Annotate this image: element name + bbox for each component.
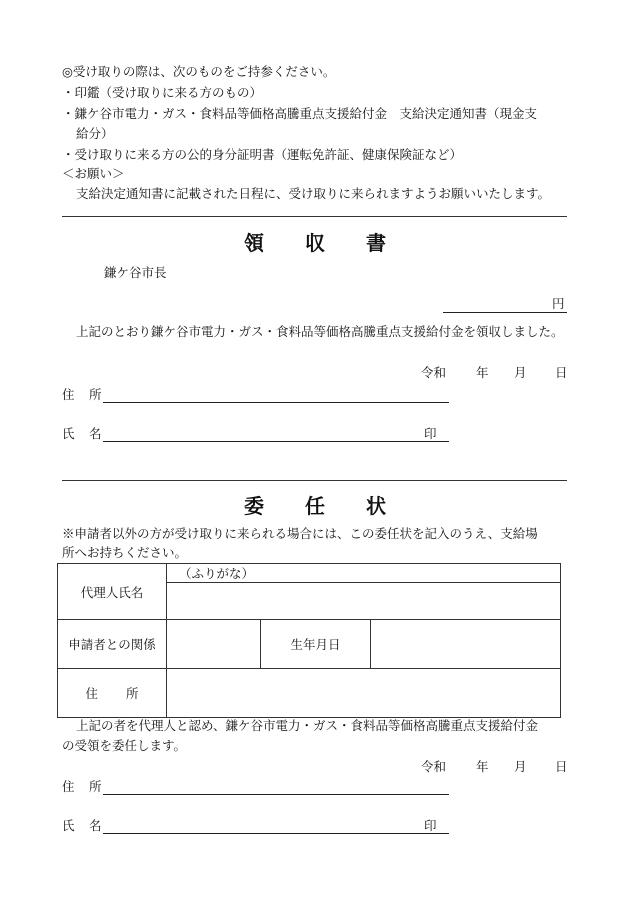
receipt-date-year: 年 [476,365,489,380]
proxy-note: ※申請者以外の方が受け取りに来られる場合には、この委任状を記入のうえ、支給場 [62,526,538,541]
receipt-date-month: 月 [514,365,527,380]
instructions-item-seal: ・印鑑（受け取りに来る方のもの） [62,85,263,100]
instructions-item-id: ・受け取りに来る方の公的身分証明書（運転免許証、健康保険証など） [62,147,463,162]
birthdate-label: 生年月日 [261,620,371,669]
proxy-name-label-2: 名 [89,818,102,833]
agent-address-label-1: 住 [85,686,98,701]
receipt-address-label-1: 住 [62,387,75,402]
instructions-heading: ◎受け取りの際は、次のものをご持参ください。 [62,64,336,79]
proxy-name-field[interactable] [103,819,449,834]
instructions-item-notice-cont: 給分） [76,126,114,141]
proxy-note-cont: 所へお持ちください。 [62,545,188,560]
proxy-statement-cont: の受領を委任します。 [62,738,187,753]
proxy-title-char-2: 任 [305,494,325,518]
agent-address-field[interactable] [167,669,561,718]
receipt-statement: 上記のとおり鎌ケ谷市電力・ガス・食料品等価格高騰重点支援給付金を領収しました。 [76,324,564,339]
divider [62,216,567,217]
receipt-name-field[interactable] [103,427,449,442]
proxy-address-field[interactable] [103,780,449,795]
receipt-date-day: 日 [555,365,568,380]
proxy-address-label-2: 所 [89,779,102,794]
receipt-addressee: 鎌ケ谷市長 [104,265,167,280]
proxy-date-year: 年 [476,759,489,774]
proxy-date-month: 月 [514,759,527,774]
request-heading: ＜お願い＞ [62,166,125,181]
receipt-title-char-3: 書 [366,231,386,255]
receipt-address-field[interactable] [103,388,449,403]
yen-label: 円 [552,296,565,311]
proxy-date-era: 令和 [421,759,447,774]
divider [62,480,567,481]
relation-field[interactable] [167,620,261,669]
proxy-form-table [57,563,561,718]
amount-field[interactable] [443,298,567,313]
proxy-name-label-1: 氏 [62,818,75,833]
request-text: 支給決定通知書に記載された日程に、受け取りに来られますようお願いいたします。 [76,186,551,201]
proxy-date-day: 日 [555,759,568,774]
agent-name-field[interactable] [167,583,561,620]
receipt-name-label-2: 名 [89,426,102,441]
relation-label: 申請者との関係 [58,620,167,669]
proxy-seal-mark: 印 [424,818,437,833]
receipt-title-char-1: 領 [244,231,264,255]
proxy-title-char-1: 委 [244,494,264,518]
furigana-label: （ふりがな） [167,564,561,583]
receipt-seal-mark: 印 [424,426,437,441]
proxy-title-char-3: 状 [366,494,386,518]
proxy-statement: 上記の者を代理人と認め、鎌ケ谷市電力・ガス・食料品等価格高騰重点支援給付金 [76,718,539,733]
agent-address-label-2: 所 [126,686,139,701]
receipt-name-label-1: 氏 [62,426,75,441]
agent-name-label: 代理人氏名 [58,564,167,620]
receipt-title-char-2: 収 [305,231,325,255]
receipt-address-label-2: 所 [89,387,102,402]
instructions-item-notice: ・鎌ケ谷市電力・ガス・食料品等価格高騰重点支援給付金 支給決定通知書（現金支 [62,106,538,121]
proxy-address-label-1: 住 [62,779,75,794]
birthdate-field[interactable] [371,620,561,669]
receipt-date-era: 令和 [421,365,447,380]
agent-address-label [58,669,167,718]
